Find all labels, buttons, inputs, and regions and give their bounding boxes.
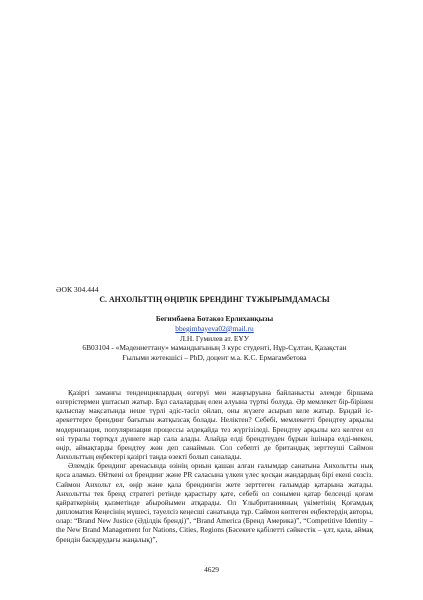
author-supervisor: Ғылыми жетекшісі – PhD, доцент м.а. К.С. Ермагамбетова [122, 353, 307, 363]
article-title: С. АНХОЛЬТТІҢ ӨҢІРЛІК БРЕНДИНГ ТҰЖЫРЫМДАМАСЫ [99, 295, 330, 304]
author-university: Л.Н. Гумилев ат. ЕҰУ [180, 333, 249, 343]
author-program: 6В03104 - «Мәдениеттану» мамандығының 3 курс студенті, Нұр-Сұлтан, Қазақстан [82, 343, 347, 353]
article-body [56, 388, 373, 544]
body-paragraph-2: Әлемдік брендинг аренасында өзінің орнын қашан алған ғалымдар санатына Анхольтты нық қоса аламыз. Өйткені ол брендинг және PR саласына үлкен үлес қосқан жандардың бірі екені сөзсіз. Саймон Анхольт ел, өңір және қала брендингін жете зерттеген ғалымдар қатарына жатады. Анхольтты тек бренд стратегі ретінде қарастыру қате, себебі ол сонымен қатар белсенді қоғам қайраткерінің қызметінде абыройымен атқарады. Ол Ұлыбританияның үкіметінің Қоғамдық дипломатия Кеңесінің мүшесі, тәуелсіз кеңесші санатында тұр. Саймон көптеген еңбектердің авторы, олар: “Brand New Justice (Әділдік брендi)”, “Brand America (Бренд Америка)”, “Competitive Identity – the New Brand Management for Nations, Cities, Regions (Бәсекеге қабілетті сәйкестік – ұлт, қала, аймақ брендін басқарудағы жаңалық)”, [56, 461, 373, 544]
author-block [56, 314, 373, 363]
author-name: Бегимбаева Ботакөз Ерлиханқызы [155, 314, 274, 323]
page-number: 4629 [204, 565, 219, 574]
author-email-link[interactable]: bbegimbayeva02@mail.ru [175, 323, 254, 333]
body-paragraph-1: Қазіргі заманғы тенденциялардың өзгеруі мен жаңғыруына байланысты әлемде біршама өзгерістермен ұштасып жатыр. Бұл салалардың елен алуына түрткі болуда. Әр мемлекет бір-бірінен қалыспау мақсатында неше түрлі әдіс-тәсіл ойлап, оны жүзеге асырып келе жатыр. Бұндай іс-әрекеттерге брендинг бағытын жатқызсақ болады. Неліктен? Себебі, мемлекетті брендтеу арқылы модернизация, популяризация процессы әлдеқайда тез жүргізіледі. Брендтеу арқылы кез келген ел өзі туралы төртқұл дүниеге жар сала алады. Алайда елді брендтеуден бұрын ішінара елді-мекен, өңір, аймақтарды брендтеу жөн деп санаймын. Сол себепті де британдық зерттеуші Саймон Анхольттың еңбектері қазіргі таңда өзекті болып саналады. [56, 388, 373, 462]
udk-code: ӘОК 304.444 [56, 285, 99, 294]
